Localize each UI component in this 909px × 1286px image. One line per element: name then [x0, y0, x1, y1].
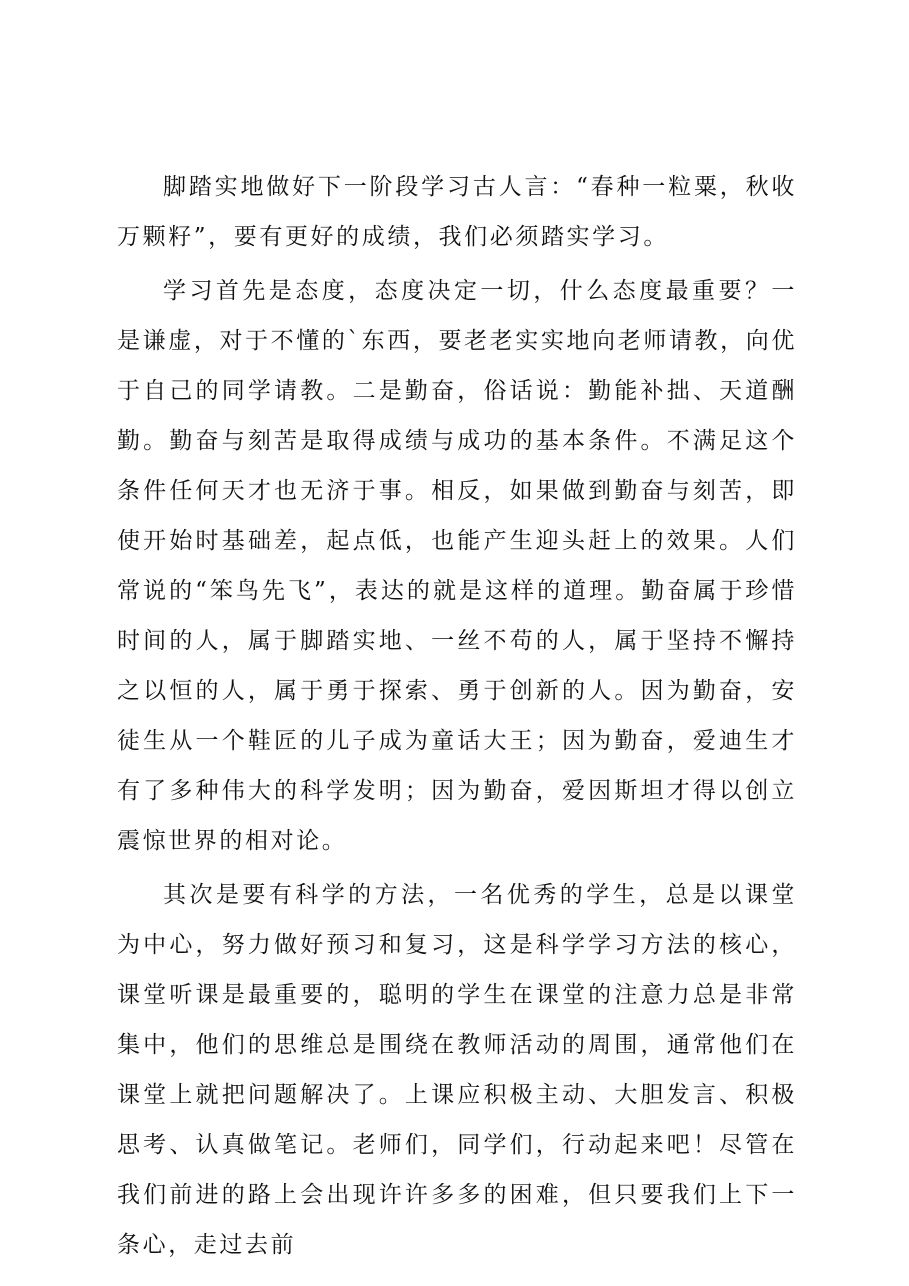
paragraph-2: 学习首先是态度，态度决定一切，什么态度最重要？一是谦虚，对于不懂的`东西，要老老实实地向老师请教，向优于自己的同学请教。二是勤奋，俗话说：勤能补拙、天道酬勤。勤奋与刻苦是取得成绩与成功的基本条件。不满足这个条件任何天才也无济于事。相反，如果做到勤奋与刻苦，即使开始时基础差，起点低，也能产生迎头赶上的效果。人们常说的“笨鸟先飞”，表达的就是这样的道理。勤奋属于珍惜时间的人，属于脚踏实地、一丝不苟的人，属于坚持不懈持之以恒的人，属于勇于探索、勇于创新的人。因为勤奋，安徒生从一个鞋匠的儿子成为童话大王；因为勤奋，爱迪生才有了多种伟大的科学发明；因为勤奋，爱因斯坦才得以创立震惊世界的相对论。: [117, 278, 797, 854]
paragraph-3: 其次是要有科学的方法，一名优秀的学生，总是以课堂为中心，努力做好预习和复习，这是科学学习方法的核心，课堂听课是最重要的，聪明的学生在课堂的注意力总是非常集中，他们的思维总是围绕在教师活动的周围，通常他们在课堂上就把问题解决了。上课应积极主动、大胆发言、积极思考、认真做笔记。老师们，同学们，行动起来吧！尽管在我们前进的路上会出现许许多多的困难，但只要我们上下一条心，走过去前: [117, 882, 797, 1258]
document-body: [117, 162, 797, 1270]
paragraph-1: 脚踏实地做好下一阶段学习古人言：“春种一粒粟，秋收万颗籽”，要有更好的成绩，我们必须踏实学习。: [117, 174, 797, 250]
